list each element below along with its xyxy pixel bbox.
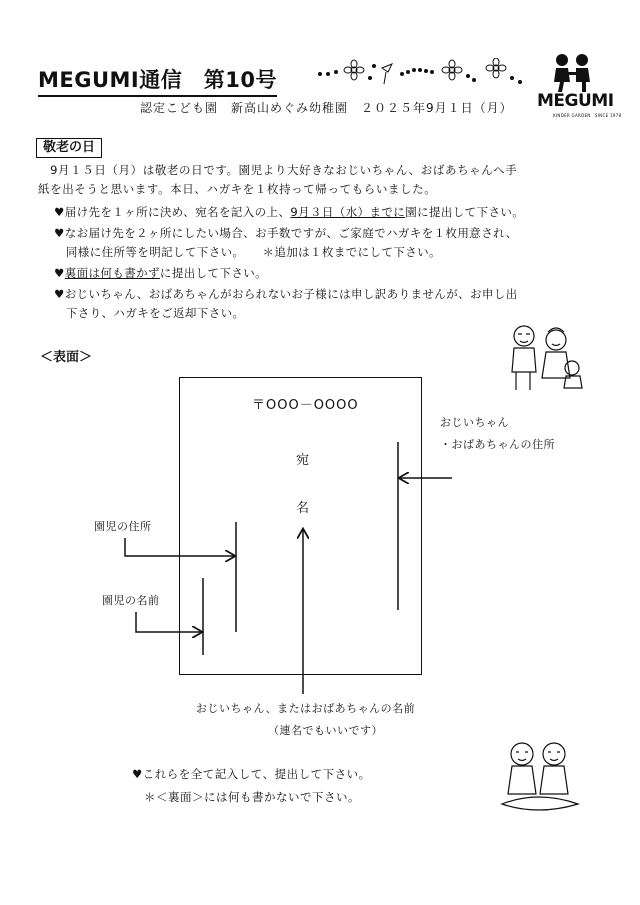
- school-date-line: 認定こども園 新高山めぐみ幼稚園 ２０２５年9月１日（月）: [140, 101, 513, 115]
- bullet-back-blank-underlined: 裏面は何も書かず: [64, 266, 160, 280]
- bullet-deadline-date: 9月３日（水）までに: [290, 205, 406, 219]
- label-grandparent-name-note: （連名でもいいです）: [268, 724, 383, 737]
- label-child-address: 園児の住所: [94, 520, 152, 533]
- bullet-deadline-pre: ♥届け先を１ヶ所に決め、宛名を記入の上、: [54, 205, 291, 219]
- section-heading-respect-aged-day: 敬老の日: [36, 138, 102, 158]
- label-grandparent-name: おじいちゃん、またはおばあちゃんの名前: [196, 702, 416, 715]
- bullet-deadline-post: 園に提出して下さい。: [405, 205, 525, 219]
- children-illustration-icon: [498, 738, 584, 814]
- address-char-2: 名: [296, 501, 310, 516]
- label-grandparent-address-1: おじいちゃん: [440, 416, 509, 429]
- intro-line-2: 紙を出そうと思います。本日、ハガキを１枚持って帰ってもらいました。: [38, 182, 437, 196]
- bullet-two-recipients: ♥なお届け先を２ヶ所にしたい場合、お手数ですが、ご家庭でハガキを１枚用意され、: [54, 226, 518, 240]
- postal-code: 〒OOO－OOOO: [252, 398, 359, 413]
- logo-wordmark: MEGUMI: [537, 91, 614, 111]
- newsletter-title: MEGUMI通信 第10号: [38, 64, 277, 97]
- label-child-name: 園児の名前: [102, 594, 160, 607]
- bullet-two-recipients-cont: 同様に住所等を明記して下さい。 ＊追加は１枚までにして下さい。: [54, 245, 441, 259]
- logo-tagline: KINDER GARDEN SINCE 1978: [553, 113, 622, 118]
- intro-line-1: 9月１５日（月）は敬老の日です。園児より大好きなおじいちゃん、おばあちゃんへ手: [38, 163, 518, 177]
- footer-back-note: ＊＜裏面＞には何も書かないで下さい。: [144, 790, 360, 804]
- bullet-no-grandparents-cont: 下さり、ハガキをご返却下さい。: [54, 306, 245, 320]
- front-side-heading: ＜表面＞: [40, 350, 93, 365]
- address-char-1: 宛: [296, 453, 310, 468]
- bullet-back-blank-post: に提出して下さい。: [159, 266, 268, 280]
- bullet-back-blank-pre: ♥: [54, 266, 65, 280]
- label-grandparent-address-2: ・おばあちゃんの住所: [440, 438, 555, 451]
- footer-submit-note: ♥これらを全て記入して、提出して下さい。: [132, 767, 371, 781]
- bullet-no-grandparents: ♥おじいちゃん、おばあちゃんがおられないお子様には申し訳ありませんが、お申し出: [54, 287, 518, 301]
